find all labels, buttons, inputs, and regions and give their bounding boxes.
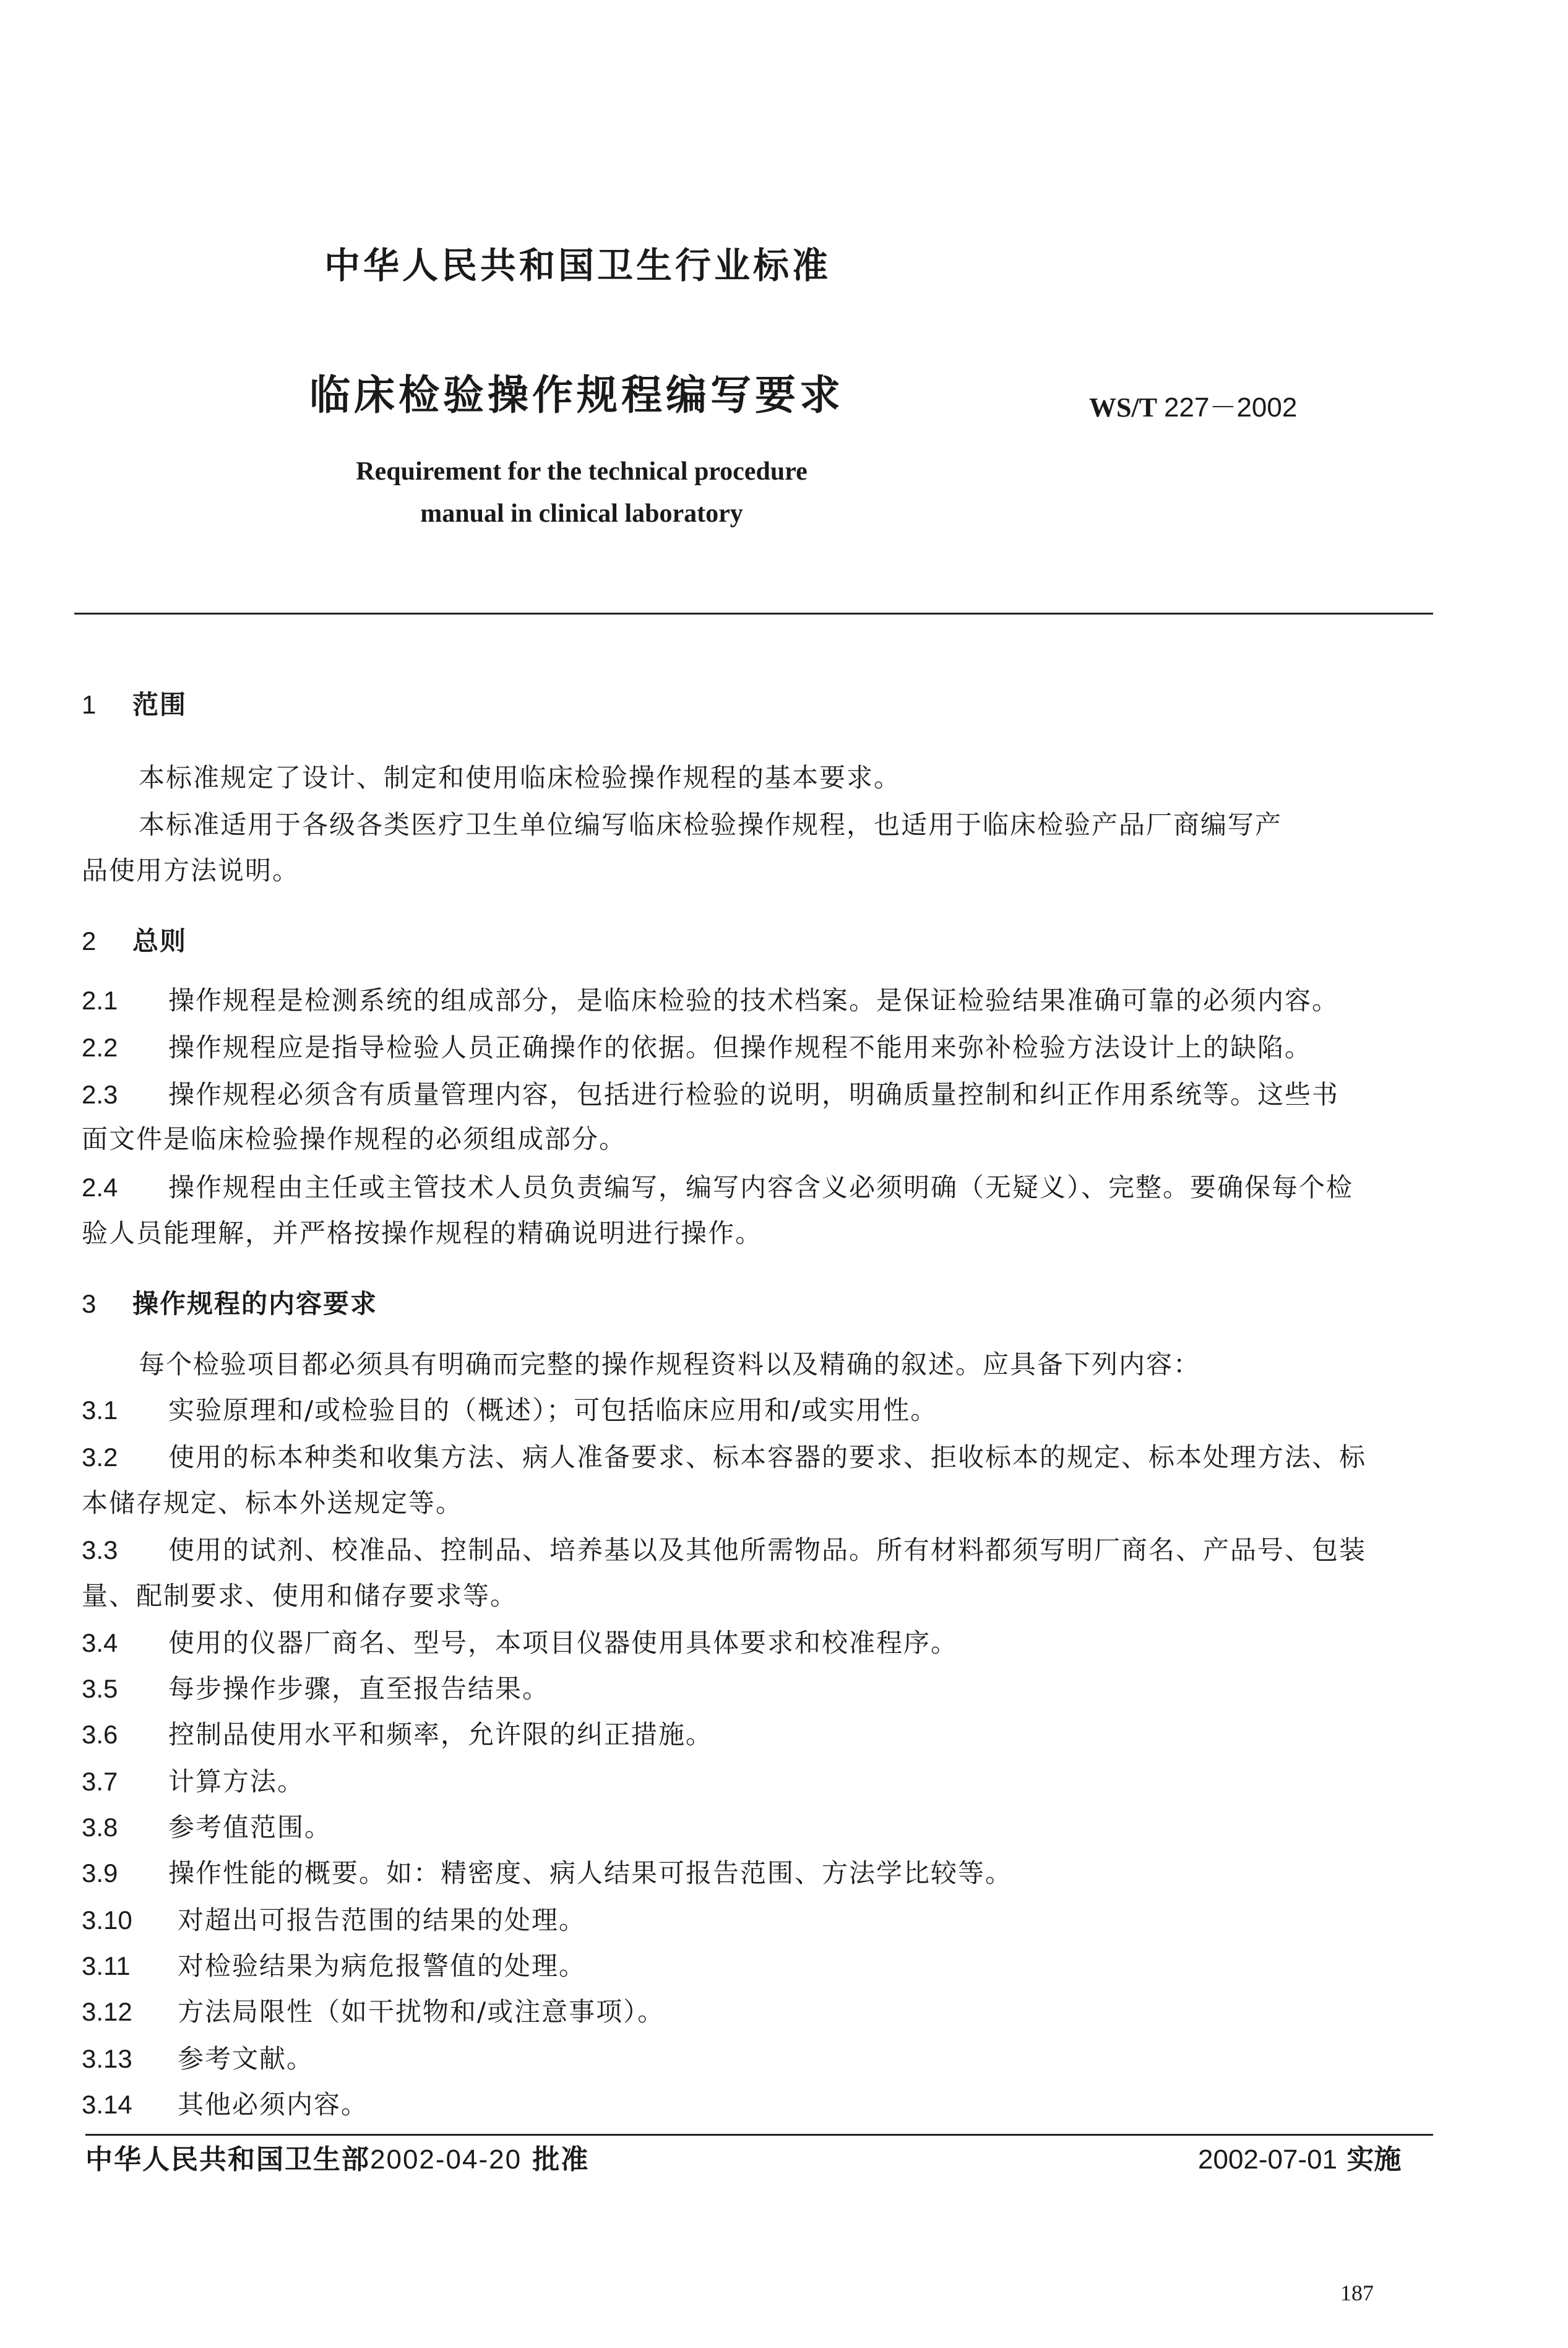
paragraph-continuation: 品使用方法说明。 [82, 855, 300, 886]
approval-date: 2002-04-20 [370, 2144, 522, 2175]
english-title-line-1: Requirement for the technical procedure [356, 457, 808, 486]
footer-divider [85, 2134, 1433, 2136]
clause-3-11: 3.11 对检验结果为病危报警值的处理。 [82, 1951, 587, 1981]
paragraph: 本标准规定了设计、制定和使用临床检验操作规程的基本要求。 [139, 762, 902, 793]
clause-3-2: 3.2 使用的标本种类和收集方法、病人准备要求、标本容器的要求、拒收标本的规定、标本处理方法、标 [82, 1442, 1367, 1472]
issuing-authority: 中华人民共和国卫生行业标准 [324, 244, 832, 287]
approval-label: 批准 [532, 2144, 590, 2175]
header-divider [74, 613, 1433, 615]
clause-3-13: 3.13 参考文献。 [82, 2044, 314, 2074]
clause-3-3: 3.3 使用的试剂、校准品、控制品、培养基以及其他所需物品。所有材料都须写明厂商名、产品号、包装 [82, 1535, 1367, 1565]
paragraph: 本标准适用于各级各类医疗卫生单位编写临床检验操作规程，也适用于临床检验产品厂商编写产 [139, 809, 1283, 840]
section-heading-3: 3 操作规程的内容要求 [82, 1288, 378, 1319]
document-title: 临床检验操作规程编写要求 [309, 371, 844, 419]
clause-2-3-continuation: 面文件是临床检验操作规程的必须组成部分。 [82, 1124, 627, 1154]
clause-3-7: 3.7 计算方法。 [82, 1766, 305, 1797]
section-3-intro: 每个检验项目都必须具有明确而完整的操作规程资料以及精确的叙述。应具备下列内容： [139, 1349, 1201, 1379]
page-number: 187 [1340, 2281, 1374, 2305]
section-heading-1: 1 范围 [82, 689, 187, 720]
approver: 中华人民共和国卫生部 [85, 2144, 370, 2175]
implementation-date: 2002-07-01 [1198, 2144, 1338, 2175]
english-title-line-2: manual in clinical laboratory [420, 499, 743, 528]
clause-3-12: 3.12 方法局限性（如干扰物和/或注意事项）。 [82, 1996, 665, 2027]
clause-3-2-continuation: 本储存规定、标本外送规定等。 [82, 1488, 463, 1518]
clause-2-3: 2.3 操作规程必须含有质量管理内容，包括进行检验的说明，明确质量控制和纠正作用系统等。这些书 [82, 1079, 1340, 1110]
standard-number [1089, 385, 1297, 425]
clause-2-2: 2.2 操作规程应是指导检验人员正确操作的依据。但操作规程不能用来弥补检验方法设计上的缺陷。 [82, 1032, 1312, 1063]
implementation-label: 实施 [1346, 2144, 1402, 2175]
clause-3-10: 3.10 对超出可报告范围的结果的处理。 [82, 1905, 587, 1935]
standard-year-number: 227－2002 [1164, 392, 1298, 423]
english-title [309, 451, 854, 535]
clause-3-8: 3.8 参考值范围。 [82, 1812, 332, 1842]
clause-2-4: 2.4 操作规程由主任或主管技术人员负责编写，编写内容含义必须明确（无疑义）、完整。要确保每个检 [82, 1172, 1354, 1202]
clause-3-14: 3.14 其他必须内容。 [82, 2089, 369, 2120]
clause-3-3-continuation: 量、配制要求、使用和储存要求等。 [82, 1581, 518, 1611]
clause-2-4-continuation: 验人员能理解，并严格按操作规程的精确说明进行操作。 [82, 1218, 763, 1248]
section-heading-2: 2 总则 [82, 926, 187, 956]
clause-3-5: 3.5 每步操作步骤，直至报告结果。 [82, 1673, 550, 1704]
implementation-info [1198, 2137, 1401, 2177]
clause-3-4: 3.4 使用的仪器厂商名、型号，本项目仪器使用具体要求和校准程序。 [82, 1628, 958, 1658]
clause-3-6: 3.6 控制品使用水平和频率，允许限的纠正措施。 [82, 1719, 713, 1750]
clause-3-9: 3.9 操作性能的概要。如：精密度、病人结果可报告范围、方法学比较等。 [82, 1858, 1013, 1888]
standard-code: WS/T [1089, 392, 1158, 423]
clause-2-1: 2.1 操作规程是检测系统的组成部分，是临床检验的技术档案。是保证检验结果准确可靠的必须内容。 [82, 985, 1340, 1016]
approval-info [85, 2137, 589, 2177]
clause-3-1: 3.1 实验原理和/或检验目的（概述）；可包括临床应用和/或实用性。 [82, 1395, 938, 1425]
